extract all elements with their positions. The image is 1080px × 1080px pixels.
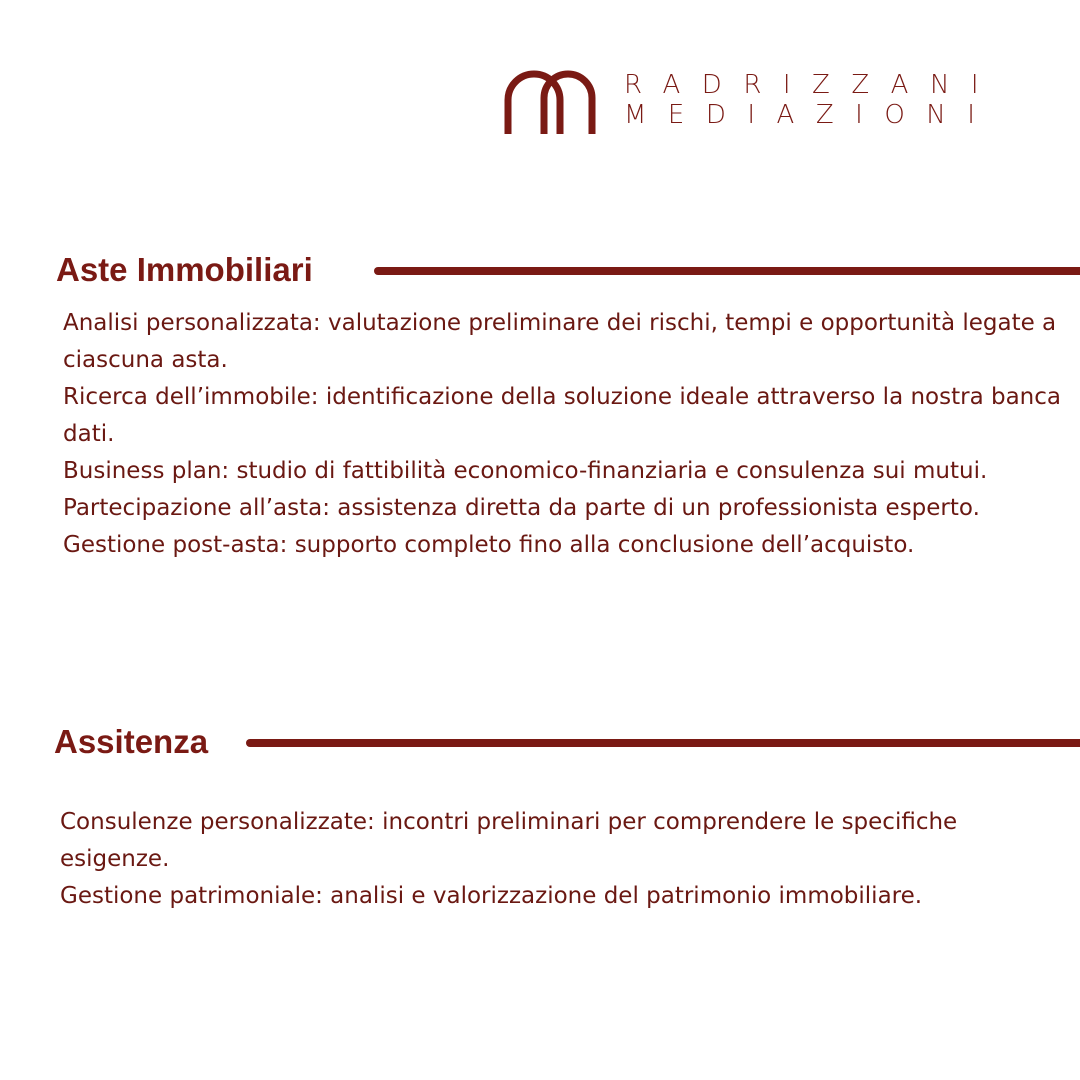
service-item-post-asta: Gestione post-asta: supporto completo fino alla conclusione dell’acquisto.	[63, 532, 915, 558]
section-divider-assitenza	[246, 739, 1080, 747]
section-title-aste-immobiliari: Aste Immobiliari	[56, 251, 313, 288]
service-item-business-plan: Business plan: studio di fattibilità economico-finanziaria e consulenza sui mutui.	[63, 458, 988, 484]
section-title-assitenza: Assitenza	[54, 723, 209, 760]
service-item-ricerca: Ricerca dell’immobile: identificazione della soluzione ideale attraverso la nostra banca dati.	[63, 384, 1061, 447]
service-item-analisi: Analisi personalizzata: valutazione preliminare dei rischi, tempi e opportunità legate a ciascuna asta.	[63, 310, 1057, 373]
service-item-gestione-patrimoniale: Gestione patrimoniale: analisi e valorizzazione del patrimonio immobiliare.	[60, 883, 923, 909]
section-divider-aste	[374, 267, 1080, 275]
brand-name-line-1: RADRIZZANI	[624, 70, 1001, 100]
section-body-assitenza	[60, 804, 1065, 915]
brand-logo	[500, 66, 1040, 138]
rm-monogram-icon	[500, 66, 606, 138]
brand-wordmark	[624, 70, 1034, 130]
section-body-aste-immobiliari	[63, 305, 1068, 564]
service-item-partecipazione: Partecipazione all’asta: assistenza diretta da parte di un professionista esperto.	[63, 495, 980, 521]
brand-name-line-2: MEDIAZIONI	[624, 100, 997, 130]
service-item-consulenze: Consulenze personalizzate: incontri preliminari per comprendere le specifiche esigenze.	[60, 809, 958, 872]
